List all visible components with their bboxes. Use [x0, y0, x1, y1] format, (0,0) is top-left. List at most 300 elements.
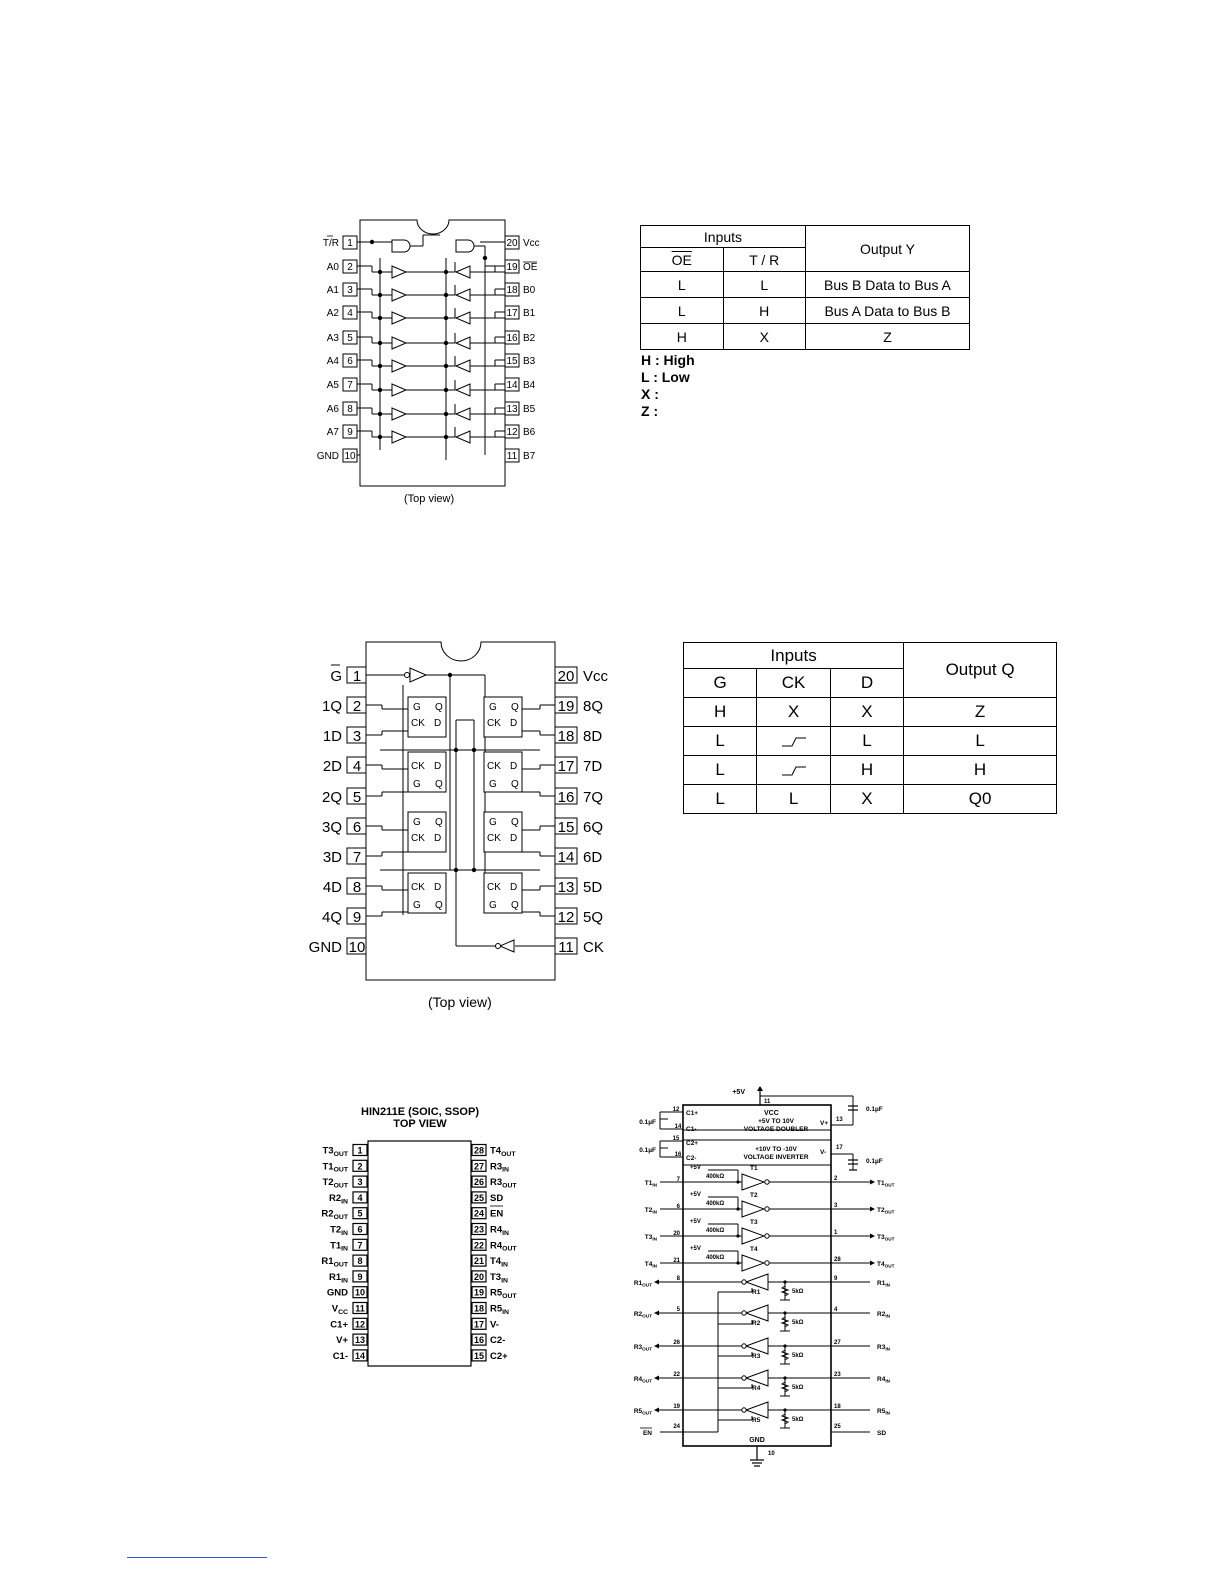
pin-label-sub: IN [341, 1198, 348, 1206]
pin-number: 1 [352, 668, 362, 685]
pin-label-sub: OUT [642, 1313, 652, 1319]
pin-label-sub: OUT [884, 1182, 895, 1188]
pin-number: 9 [347, 427, 353, 438]
pin-label-main: R2 [877, 1311, 886, 1318]
ff-ck-label: CK [487, 718, 501, 729]
buffer-symbol [742, 1174, 764, 1190]
pin-label: B5 [523, 404, 536, 415]
arrow-icon [870, 1234, 875, 1239]
pin-label: Vcc [523, 238, 540, 249]
ff-q-label: Q [435, 779, 443, 790]
pin-number: 21 [673, 1258, 680, 1264]
buffer-symbol [746, 1402, 768, 1418]
pin-number: 7 [347, 380, 353, 391]
buffer-symbol [742, 1228, 764, 1244]
pin-label-main: R2 [633, 1311, 643, 1318]
pin-number: 12 [354, 1319, 366, 1330]
pin-label: 7D [583, 758, 603, 775]
pin-number: 20 [473, 1271, 485, 1282]
pin-label: GND [326, 1287, 348, 1299]
pin-number: 4 [834, 1307, 838, 1313]
ff-q-label: Q [435, 817, 443, 828]
pin-label-sub: OUT [642, 1282, 652, 1288]
driver-name: T2 [750, 1192, 758, 1199]
pin-label-main: R4 [490, 1240, 503, 1252]
pin-number: 11 [764, 1099, 771, 1105]
ff-ck-label: CK [411, 761, 425, 772]
pin-number: 11 [506, 451, 518, 462]
buffer-symbol [746, 1305, 768, 1321]
vcc-label: VCC [764, 1110, 779, 1117]
ff-d-label: D [434, 882, 442, 893]
ff-g-label: G [489, 702, 497, 713]
pin-label-main: R5 [490, 1303, 503, 1315]
ff-g-label: G [413, 817, 421, 828]
pin-label: SD [490, 1192, 504, 1204]
pin-label: B6 [523, 427, 536, 438]
pin-number: 15 [473, 1350, 485, 1361]
pin-number: 8 [347, 404, 353, 415]
col-d: D [830, 669, 903, 698]
pin-label: A2 [326, 308, 339, 319]
pin-number: 15 [672, 1136, 680, 1142]
pin-label-sub: IN [502, 1229, 509, 1237]
supply-label: +5V [732, 1089, 745, 1096]
pin-number: 1 [357, 1145, 363, 1156]
table-cell: Bus A Data to Bus B [805, 298, 969, 324]
pin-label: GND [308, 939, 342, 956]
junction-dot [736, 1180, 739, 1183]
pin-label: 8Q [583, 698, 604, 715]
pin-label-main: T1 [644, 1180, 653, 1187]
pin-label-sub: OUT [502, 1245, 517, 1253]
pin-label-main: R1 [633, 1280, 643, 1287]
cap-label: 0.1µF [866, 1106, 883, 1113]
pin-label-main: R3 [490, 1161, 503, 1173]
pin-label: 2D [322, 758, 342, 775]
pin-number: 10 [354, 1287, 366, 1298]
ff-g-label: G [489, 817, 497, 828]
junction-dot [783, 1344, 786, 1347]
pin-label-sub: IN [341, 1245, 348, 1253]
pin-number: 15 [557, 819, 575, 836]
driver-input-label [645, 1207, 658, 1215]
pin-label-sub: IN [652, 1209, 657, 1215]
pin-number: 22 [473, 1240, 485, 1251]
pin-number: 9 [352, 909, 362, 926]
cap-label: 0.1µF [866, 1158, 883, 1165]
driver-name: T3 [750, 1219, 758, 1226]
ff-g-label: G [489, 779, 497, 790]
ff-ck-label: CK [487, 833, 501, 844]
pin-number: 18 [506, 285, 518, 296]
inverter-bubble [765, 1207, 769, 1211]
ff-q-label: Q [511, 817, 519, 828]
driver-supply: +5V [690, 1165, 701, 1171]
pin-number: 14 [354, 1350, 366, 1361]
receiver-output-label [634, 1311, 652, 1319]
pin-label-sub: OUT [333, 1182, 348, 1190]
table-cell: X [723, 324, 805, 350]
col-tr-label: T / R [749, 251, 780, 268]
pin-number: 1 [347, 238, 353, 249]
table-cell: L [757, 785, 830, 814]
receiver-output-label [634, 1376, 652, 1384]
pin-number: 23 [834, 1372, 841, 1378]
footnote-rule [127, 1557, 267, 1558]
pin-label-main: T2 [644, 1207, 653, 1214]
inverter-bubble [765, 1180, 769, 1184]
pin-number: 13 [836, 1117, 843, 1123]
pin-label: CK [583, 939, 604, 956]
pin-number: 27 [473, 1161, 485, 1172]
pin-number: 1 [834, 1230, 838, 1236]
pin-label-sub: OUT [502, 1182, 517, 1190]
table-cell: X [757, 698, 830, 727]
pin-label-main: T3 [322, 1145, 334, 1157]
pin-label: A4 [326, 356, 339, 367]
pin-number: 17 [506, 308, 518, 319]
inverter-bubble [742, 1376, 746, 1380]
pin-label-main: V [331, 1303, 339, 1315]
receiver-name: R5 [752, 1417, 761, 1424]
table-cell: L [830, 727, 903, 756]
pin-number: 12 [557, 909, 575, 926]
receiver-resistor: 5kΩ [792, 1289, 804, 1295]
pin-label-sub: OUT [884, 1209, 895, 1215]
inverter-bubble [765, 1234, 769, 1238]
ff-q-label: Q [511, 900, 519, 911]
ff-ck-label: CK [411, 882, 425, 893]
pin-label: 6D [583, 849, 603, 866]
buffer-symbol [742, 1255, 764, 1271]
pin-number: 13 [506, 404, 518, 415]
pin-label: 2Q [321, 789, 342, 806]
pin-number: 6 [347, 356, 353, 367]
pin-number: 2 [357, 1161, 363, 1172]
table-cell: L [641, 272, 724, 298]
pin-label-sub: IN [885, 1282, 890, 1288]
inverter-label-1: +10V TO -10V [755, 1146, 797, 1153]
pin-label-main: T4 [877, 1261, 885, 1268]
pin-label: 3Q [321, 819, 342, 836]
pin-label: B7 [523, 451, 536, 462]
pin-number: 24 [673, 1424, 680, 1430]
hin211e-title-line2: TOP VIEW [393, 1118, 447, 1130]
arrow-icon [654, 1376, 659, 1381]
pin-label-main: R1 [321, 1256, 334, 1268]
pin-label-sub: IN [341, 1229, 348, 1237]
pin-label-main: T3 [644, 1234, 653, 1241]
driver-output-label [877, 1261, 895, 1269]
pin-number: 25 [834, 1424, 841, 1430]
receiver-output-label [634, 1344, 652, 1352]
pin-label: 4D [322, 879, 342, 896]
pin-number: 26 [673, 1340, 680, 1346]
pin-number: 20 [673, 1231, 680, 1237]
pin-label-main: T1 [877, 1180, 885, 1187]
col-g: G [684, 669, 757, 698]
pin-label-main: T2 [877, 1207, 885, 1214]
table-cell: L [641, 298, 724, 324]
pin-number: 19 [473, 1287, 485, 1298]
ff-d-label: D [434, 833, 442, 844]
pin-label-main: R2 [321, 1208, 334, 1220]
pin-label-sub: OUT [333, 1166, 348, 1174]
pin-label: 8D [583, 728, 603, 745]
pin-label: B0 [523, 285, 536, 296]
pin-label: B3 [523, 356, 536, 367]
pin-label: C1- [332, 1350, 348, 1362]
pin-label: C2+ [686, 1140, 699, 1147]
pin-label: A1 [326, 285, 339, 296]
pin-number: 10 [348, 939, 366, 956]
pin-number: 23 [473, 1224, 485, 1235]
pin-label-main: R4 [490, 1224, 503, 1236]
buffer-symbol [742, 1201, 764, 1217]
receiver-input-label [877, 1311, 891, 1319]
table-cell: H [641, 324, 724, 350]
receiver-output-label [634, 1408, 652, 1416]
pin-label: 5Q [583, 909, 604, 926]
driver-resistor: 400kΩ [706, 1201, 725, 1207]
output-header: Output Y [805, 226, 969, 272]
pin-number: 24 [473, 1208, 485, 1219]
junction-dot [783, 1311, 786, 1314]
pin-number: 4 [357, 1192, 363, 1203]
pin-number: 18 [557, 728, 575, 745]
driver-resistor: 400kΩ [706, 1174, 725, 1180]
pin-label-main: T1 [322, 1161, 334, 1173]
pin-number: 14 [557, 849, 575, 866]
col-ck: CK [757, 669, 830, 698]
pin-label-sub: IN [652, 1263, 657, 1269]
pin-label-main: T3 [490, 1271, 502, 1283]
pin-number: 28 [834, 1257, 841, 1263]
driver-output-label [877, 1207, 895, 1215]
cap-label: 0.1µF [639, 1119, 656, 1126]
pin-label-sub: OUT [884, 1263, 895, 1269]
pin-label-main: T4 [644, 1261, 653, 1268]
table-cell: L [684, 756, 757, 785]
ff-ck-label: CK [487, 761, 501, 772]
sd-label: SD [877, 1430, 887, 1437]
pin-label-sub: OUT [642, 1378, 652, 1384]
arrow-icon [870, 1180, 875, 1185]
pin-number: 7 [676, 1177, 680, 1183]
pin-label-sub: IN [501, 1277, 508, 1285]
pin-number: 22 [673, 1372, 680, 1378]
table-cell: H [723, 298, 805, 324]
pin-label: EN [490, 1208, 504, 1220]
inverter-bubble [742, 1344, 746, 1348]
pin-number: 10 [344, 451, 356, 462]
pin-label-sub: IN [502, 1166, 509, 1174]
ff-q-label: Q [435, 702, 443, 713]
pin-label-main: R5 [490, 1287, 503, 1299]
driver-input-label [645, 1261, 658, 1269]
legend-x: X : [641, 386, 659, 402]
pin-number: 8 [676, 1276, 680, 1282]
pin-number: 5 [352, 789, 362, 806]
arrow-icon [654, 1408, 659, 1413]
pin-label-main: T1 [330, 1240, 342, 1252]
pin-number: 9 [357, 1271, 363, 1282]
ff-q-label: Q [511, 702, 519, 713]
driver-supply: +5V [690, 1219, 701, 1225]
pin-label-main: T4 [490, 1145, 502, 1157]
output-header: Output Q [904, 643, 1057, 698]
pin-number: 10 [768, 1451, 775, 1457]
pin-label: 3D [322, 849, 342, 866]
ff-g-label: G [489, 900, 497, 911]
pin-number: 19 [557, 698, 575, 715]
pin-number: 14 [674, 1124, 682, 1130]
pin-number: 19 [673, 1404, 680, 1410]
pin-label-sub: OUT [333, 1150, 348, 1158]
receiver-input-label [877, 1376, 891, 1384]
diagram2-caption: (Top view) [428, 994, 492, 1010]
pin-label: Vcc [583, 668, 609, 685]
pin-number: 2 [347, 262, 353, 273]
driver-resistor: 400kΩ [706, 1228, 725, 1234]
pin-label: B1 [523, 308, 536, 319]
inverter-label-2: VOLTAGE INVERTER [743, 1154, 809, 1161]
doubler-label-1: +5V TO 10V [758, 1118, 794, 1125]
en-label: EN [642, 1430, 652, 1437]
pin-number: 21 [473, 1256, 485, 1267]
pin-label-sub: OUT [501, 1150, 516, 1158]
pin-label-sub: OUT [333, 1261, 348, 1269]
ff-d-label: D [434, 718, 442, 729]
inputs-header: Inputs [641, 226, 806, 248]
driver-supply: +5V [690, 1192, 701, 1198]
receiver-resistor: 5kΩ [792, 1353, 804, 1359]
receiver-input-label [877, 1344, 891, 1352]
pin-label: A5 [326, 380, 339, 391]
pin-label-sub: IN [885, 1410, 890, 1416]
legend-low: L : Low [641, 369, 690, 385]
pin-label-sub: IN [652, 1182, 657, 1188]
junction-dot [736, 1207, 739, 1210]
pin-label-main: R4 [877, 1376, 886, 1383]
driver-resistor: 400kΩ [706, 1255, 725, 1261]
table-cell: L [904, 727, 1057, 756]
pin-label-main: T2 [322, 1177, 334, 1189]
table-cell: Bus B Data to Bus A [805, 272, 969, 298]
driver-output-label [877, 1180, 895, 1188]
pin-number: 5 [347, 333, 353, 344]
pin-label-sub: IN [341, 1277, 348, 1285]
pin-label-sub: IN [502, 1308, 509, 1316]
pin-label: OE [523, 262, 538, 273]
table-cell: Z [904, 698, 1057, 727]
hin211e-title-line1: HIN211E (SOIC, SSOP) [361, 1106, 479, 1118]
junction-dot [783, 1376, 786, 1379]
pin-label: C1+ [330, 1319, 348, 1331]
pin-label: A3 [326, 333, 339, 344]
pin-label-sub: OUT [642, 1346, 652, 1352]
pin-label: A0 [326, 262, 339, 273]
pin-label-main: R1 [329, 1271, 342, 1283]
pin-label-sub: OUT [642, 1410, 652, 1416]
table-cell: L [684, 785, 757, 814]
pin-number: 5 [357, 1208, 363, 1219]
pin-number: 17 [836, 1145, 843, 1151]
pin-number: 16 [557, 789, 575, 806]
ff-ck-label: CK [411, 833, 425, 844]
pin-label: B4 [523, 380, 536, 391]
receiver-output-label [634, 1280, 652, 1288]
doubler-label-2: VOLTAGE DOUBLER [743, 1126, 809, 1133]
pin-label-sub: OUT [333, 1214, 348, 1222]
ff-q-label: Q [511, 779, 519, 790]
pin-label: G [330, 668, 342, 685]
pin-number: 17 [473, 1319, 485, 1330]
pin-number: 17 [557, 758, 575, 775]
pin-number: 3 [347, 285, 353, 296]
table-cell: Z [805, 324, 969, 350]
pin-label-sub: IN [885, 1378, 890, 1384]
junction-dot [783, 1280, 786, 1283]
table-cell: H [904, 756, 1057, 785]
table-cell: X [830, 698, 903, 727]
pin-label-main: R3 [490, 1177, 503, 1189]
cap-label: 0.1µF [639, 1147, 656, 1154]
pin-label-main: T4 [490, 1256, 502, 1268]
ff-d-label: D [510, 833, 518, 844]
pin-label-main: R5 [877, 1408, 886, 1415]
pin-label: C1- [686, 1126, 697, 1133]
pin-number: 13 [557, 879, 575, 896]
pin-label: T/R [322, 238, 339, 249]
pin-number: 8 [357, 1256, 363, 1267]
pin-label-main: R5 [633, 1408, 643, 1415]
junction-dot [736, 1234, 739, 1237]
pin-label-main: R3 [633, 1344, 643, 1351]
pin-label: C1+ [686, 1110, 699, 1117]
inverter-bubble [742, 1311, 746, 1315]
pin-number: 13 [354, 1335, 366, 1346]
receiver-name: R3 [752, 1353, 761, 1360]
pin-label-sub: CC [338, 1308, 348, 1316]
driver-name: T1 [750, 1165, 758, 1172]
ff-d-label: D [510, 761, 518, 772]
driver-supply: +5V [690, 1246, 701, 1252]
receiver-input-label [877, 1280, 891, 1288]
arrow-icon [870, 1261, 875, 1266]
pin-label-main: T3 [877, 1234, 885, 1241]
pin-number: 16 [674, 1152, 682, 1158]
vminus-label: V- [820, 1149, 827, 1156]
inputs-header: Inputs [684, 643, 904, 669]
driver-input-label [645, 1180, 658, 1188]
pin-number: 20 [557, 668, 575, 685]
pin-number: 6 [357, 1224, 363, 1235]
pin-number: 19 [506, 262, 518, 273]
diagram1-caption: (Top view) [404, 493, 455, 505]
driver-input-label [645, 1234, 658, 1242]
ff-g-label: G [413, 702, 421, 713]
pin-label-main: R3 [877, 1344, 886, 1351]
pin-label-sub: IN [501, 1261, 508, 1269]
buffer-symbol [746, 1338, 768, 1354]
pin-number: 3 [352, 728, 362, 745]
pin-number: 3 [834, 1203, 838, 1209]
pin-number: 5 [676, 1307, 680, 1313]
pin-number: 12 [506, 427, 518, 438]
driver-name: T4 [750, 1246, 758, 1253]
